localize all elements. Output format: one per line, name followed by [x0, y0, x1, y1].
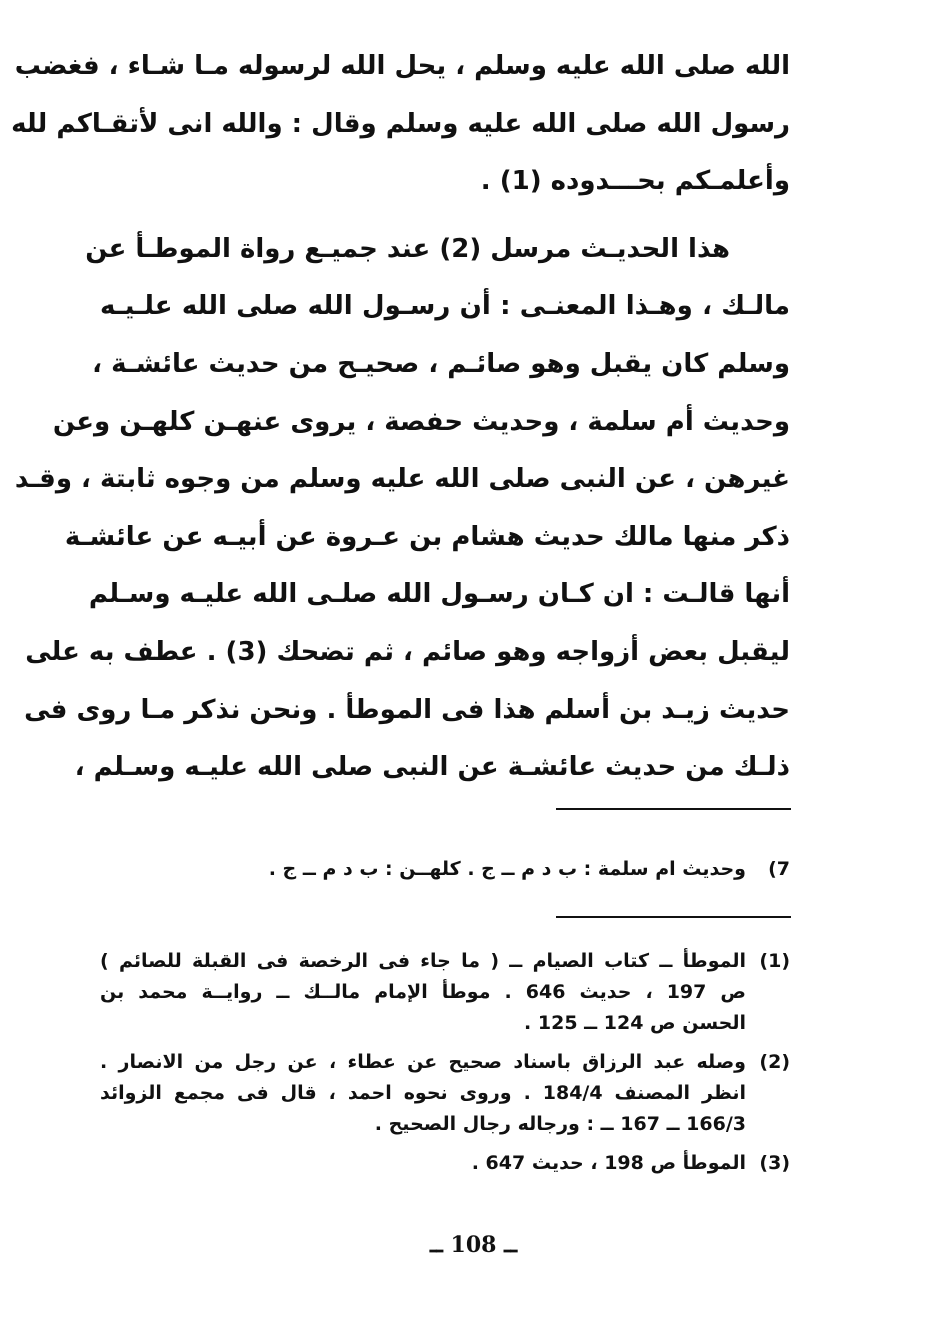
footnote-body [100, 1047, 746, 1140]
footnote-line: 166/3 ــ 167 ــ : ورجاله رجال الصحيح . [374, 1113, 746, 1135]
footnotes [100, 946, 790, 1187]
text-line: أنها قالـت : ان كـان رسـول الله صلـى الله عليـه وسـلم [88, 579, 790, 610]
footnote-divider-top [556, 808, 791, 810]
text-line: ليقبل بعض أزواجه وهو صائم ، ثم تضحك (3) . عطف به على [25, 636, 790, 667]
footnote-line: الموطأ ص 198 ، حديث 647 . [471, 1152, 746, 1174]
footnote-2 [100, 1047, 790, 1140]
text-line: هذا الحديـث مرسل (2) عند جميـع رواة الموطـأ عن [85, 233, 730, 264]
footnote-line: الموطأ ــ كتاب الصيام ــ ( ما جاء فى الرخصة فى القبلة للصائم ) [100, 950, 746, 972]
text-line: غيرهن ، عن النبى صلى الله عليه وسلم من وجوه ثابتة ، وقـد [14, 464, 790, 495]
footnote-body [100, 1148, 746, 1179]
text-line: ذكر منها مالك حديث هشام بن عـروة عن أبيـه عن عائشـة [64, 521, 790, 552]
text-line: الله صلى الله عليه وسلم ، يحل الله لرسوله مـا شـاء ، فغضب [14, 51, 790, 81]
variant-note-text: وحديث ام سلمة : ب د م ــ ج . كلهــن : ب د م ــ ج . [268, 858, 746, 880]
footnote-number: (1) [759, 950, 790, 972]
text-line: وحديث أم سلمة ، وحديث حفصة ، يروى عنهـن كلهـن وعن [52, 406, 790, 437]
footnote-divider-bottom [556, 916, 791, 918]
footnote-number: (2) [759, 1051, 790, 1073]
footnote-body [100, 946, 746, 1039]
paragraph-gap [100, 211, 790, 221]
footnote-line: وصله عبد الرزاق باسناد صحيح عن عطاء ، عن رجل من الانصار . [100, 1051, 746, 1073]
text-line: رسول الله صلى الله عليه وسلم وقال : والله انى لأتقـاكم لله [11, 108, 790, 139]
variant-note [100, 852, 790, 886]
text-line: حديث زيـد بن أسلم هذا فى الموطأ . ونحن نذكر مـا روى فى [24, 694, 790, 725]
variant-note-number: 7) [768, 858, 790, 880]
footnote-line: ص 197 ، حديث 646 . موطأ الإمام مالــك ــ روايــة محمد بن [100, 981, 746, 1003]
paragraph-2 [14, 221, 790, 797]
footnote-number: (3) [759, 1152, 790, 1174]
footnote-3 [100, 1148, 790, 1179]
page-number: ــ 108 ــ [429, 1232, 518, 1258]
footnote-line: الحسن ص 124 ــ 125 . [524, 1012, 746, 1034]
text-line: مالـك ، وهـذا المعنـى : أن رسـول الله صلى الله علـيـه [100, 291, 790, 322]
main-text [11, 38, 790, 797]
footnote-line: انظر المصنف 184/4 . وروى نحوه احمد ، قال فى مجمع الزوائد [100, 1082, 746, 1104]
paragraph-1 [11, 38, 790, 211]
text-line: وأعلمـكم بحـــدوده (1) . [480, 166, 790, 197]
text-line: وسلم كان يقبل وهو صائـم ، صحيـح من حديث عائشـة ، [92, 348, 790, 379]
footnote-1 [100, 946, 790, 1039]
text-line: ذلـك من حديث عائشـة عن النبى صلى الله عليـه وسـلم ، [74, 752, 790, 783]
